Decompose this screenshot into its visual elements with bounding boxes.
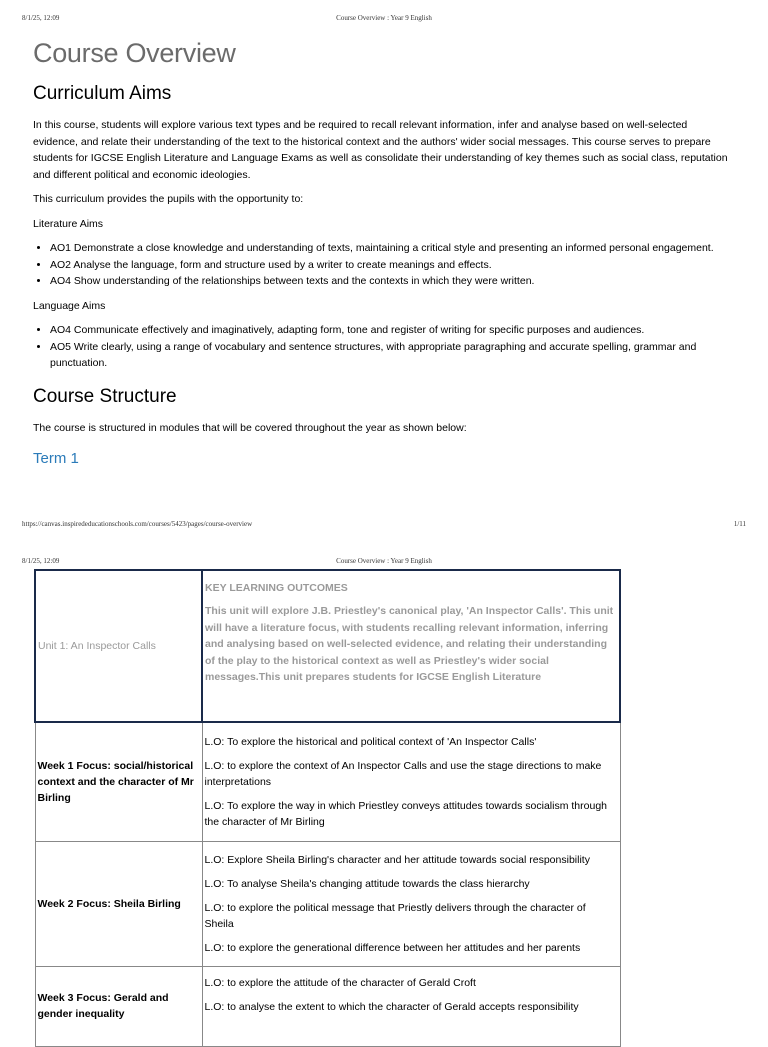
literature-aims-list xyxy=(33,240,733,290)
learning-objective: L.O: to explore the generational difference between her attitudes and her parents xyxy=(204,941,581,954)
curriculum-intro: In this course, students will explore various text types and be required to recall relevant information, infer and analyse based on well-selected evidence, and relate their understanding of the text to the historical context and the authors' wider social messages. This course serves to prepare students for IGCSE English Literature and Language Exams as well as consolidate their understanding of key themes such as social class, reputation and different political and economic ideologies. xyxy=(33,119,728,181)
week-outcomes xyxy=(202,841,620,966)
week-focus: Week 1 Focus: social/historical context and the character of Mr Birling xyxy=(35,722,202,841)
list-item: • AO4 Show understanding of the relationships between texts and the contexts in which they were written. xyxy=(50,273,733,290)
print-doc-title: Course Overview : Year 9 English xyxy=(336,14,432,22)
page-content xyxy=(33,38,733,467)
term-heading: Term 1 xyxy=(33,450,79,467)
print-doc-title: Course Overview : Year 9 English xyxy=(336,557,432,565)
week-focus: Week 2 Focus: Sheila Birling xyxy=(35,841,202,966)
table-row xyxy=(35,966,620,1046)
week-outcomes xyxy=(202,722,620,841)
print-url: https://canvas.inspirededucationschools.com/courses/5423/pages/course-overview xyxy=(22,520,253,528)
unit-header-row xyxy=(35,570,620,722)
course-structure-text: The course is structured in modules that will be covered throughout the year as shown below: xyxy=(33,421,467,434)
print-datetime: 8/1/25, 12:09 xyxy=(22,14,60,22)
list-item: • AO1 Demonstrate a close knowledge and understanding of texts, maintaining a critical style and presenting an informed personal engagement. xyxy=(50,240,733,257)
learning-objective: L.O: Explore Sheila Birling's character and her attitude towards social responsibility xyxy=(204,853,590,866)
language-aims-list xyxy=(33,322,733,372)
learning-objective: L.O: to explore the attitude of the character of Gerald Croft xyxy=(204,976,476,989)
print-footer xyxy=(22,520,746,530)
page-title: Course Overview xyxy=(33,38,236,68)
list-item: • AO2 Analyse the language, form and structure used by a writer to create meanings and effects. xyxy=(50,257,733,274)
list-item: • AO4 Communicate effectively and imaginatively, adapting form, tone and register of writing for specific purposes and audiences. xyxy=(50,322,733,339)
language-aims-label: Language Aims xyxy=(33,299,106,312)
learning-objective: L.O: to analyse the extent to which the character of Gerald accepts responsibility xyxy=(204,1000,579,1013)
learning-objective: L.O: To analyse Sheila's changing attitude towards the class hierarchy xyxy=(204,877,530,890)
literature-aims-label: Literature Aims xyxy=(33,217,104,230)
unit-name: Unit 1: An Inspector Calls xyxy=(35,570,202,722)
table-row xyxy=(35,841,620,966)
list-item: • AO5 Write clearly, using a range of vocabulary and sentence structures, with appropriate paragraphing and accurate spelling, grammar and punctuation. xyxy=(50,339,733,372)
learning-objective: L.O: To explore the way in which Priestley conveys attitudes towards socialism through the character of Mr Birling xyxy=(204,799,607,828)
week-outcomes xyxy=(202,966,620,1046)
key-learning-outcomes-title: KEY LEARNING OUTCOMES xyxy=(205,582,348,594)
course-structure-heading: Course Structure xyxy=(33,385,177,407)
print-datetime: 8/1/25, 12:09 xyxy=(22,557,60,565)
curriculum-aims-heading: Curriculum Aims xyxy=(33,83,172,104)
key-learning-outcomes-body: This unit will explore J.B. Priestley's canonical play, 'An Inspector Calls'. This unit will have a literature focus, with students recalling relevant information, inferring and analysing based on well-selected evidence, and relating their understanding of the play to the historical context as well as Priestley's wider social messages.This unit prepares students for IGCSE English Literature xyxy=(205,605,614,683)
unit-table xyxy=(34,569,621,1047)
table-row xyxy=(35,722,620,841)
learning-objective: L.O: To explore the historical and political context of 'An Inspector Calls' xyxy=(204,735,537,748)
learning-objective: L.O: to explore the context of An Inspector Calls and use the stage directions to make interpretations xyxy=(204,759,602,788)
print-header xyxy=(22,14,746,24)
learning-objective: L.O: to explore the political message that Priestly delivers through the character of Sheila xyxy=(204,901,586,930)
print-header xyxy=(22,557,746,567)
print-page-number: 1/11 xyxy=(733,520,746,528)
unit-outcomes-cell xyxy=(202,570,620,722)
curriculum-opportunity: This curriculum provides the pupils with the opportunity to: xyxy=(33,193,304,205)
week-focus: Week 3 Focus: Gerald and gender inequality xyxy=(35,966,202,1046)
